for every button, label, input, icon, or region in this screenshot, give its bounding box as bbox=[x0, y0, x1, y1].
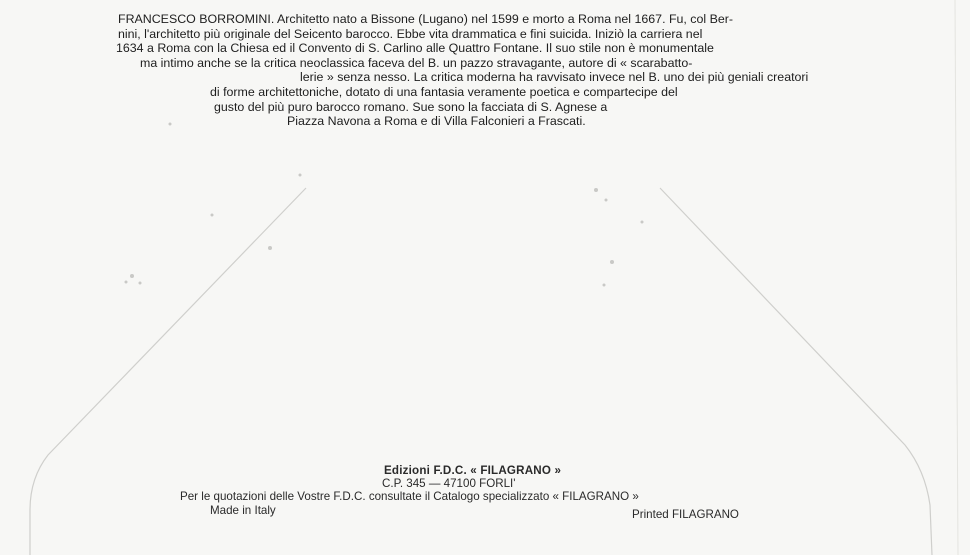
bio-line-5: lerie » senza nesso. La critica moderna ha ravvisato invece nel B. uno dei più geniali creatori bbox=[300, 70, 809, 85]
made-in-italy: Made in Italy bbox=[210, 504, 276, 517]
publisher-address: C.P. 345 — 47100 FORLI' bbox=[382, 477, 516, 490]
bio-line-1: FRANCESCO BORROMINI. Architetto nato a Bissone (Lugano) nel 1599 e morto a Roma nel 1667. Fu, col Ber- bbox=[118, 12, 733, 26]
catalog-note: Per le quotazioni delle Vostre F.D.C. consultate il Catalogo specializzato « FILAGRANO » bbox=[180, 490, 639, 503]
borromini-biography bbox=[112, 12, 872, 129]
bio-line-3: 1634 a Roma con la Chiesa ed il Convento di S. Carlino alle Quattro Fontane. Il suo stile non è monumentale bbox=[116, 41, 714, 56]
bio-line-7: gusto del più puro barocco romano. Sue sono la facciata di S. Agnese a bbox=[214, 99, 608, 114]
bio-line-8: Piazza Navona a Roma e di Villa Falconieri a Frascati. bbox=[287, 114, 586, 129]
bio-line-2: nini, l'architetto più originale del Seicento barocco. Ebbe vita drammatica e fini suicida. Iniziò la carriera nel bbox=[118, 26, 703, 41]
bio-line-6: di forme architettoniche, dotato di una fantasia veramente poetica e compartecipe del bbox=[210, 84, 678, 99]
printed-by: Printed FILAGRANO bbox=[632, 508, 739, 521]
bio-line-4: ma intimo anche se la critica neoclassica faceva del B. un pazzo stravagante, autore di « scarabatto- bbox=[140, 55, 693, 70]
publisher-name: Edizioni F.D.C. « FILAGRANO » bbox=[384, 464, 562, 477]
